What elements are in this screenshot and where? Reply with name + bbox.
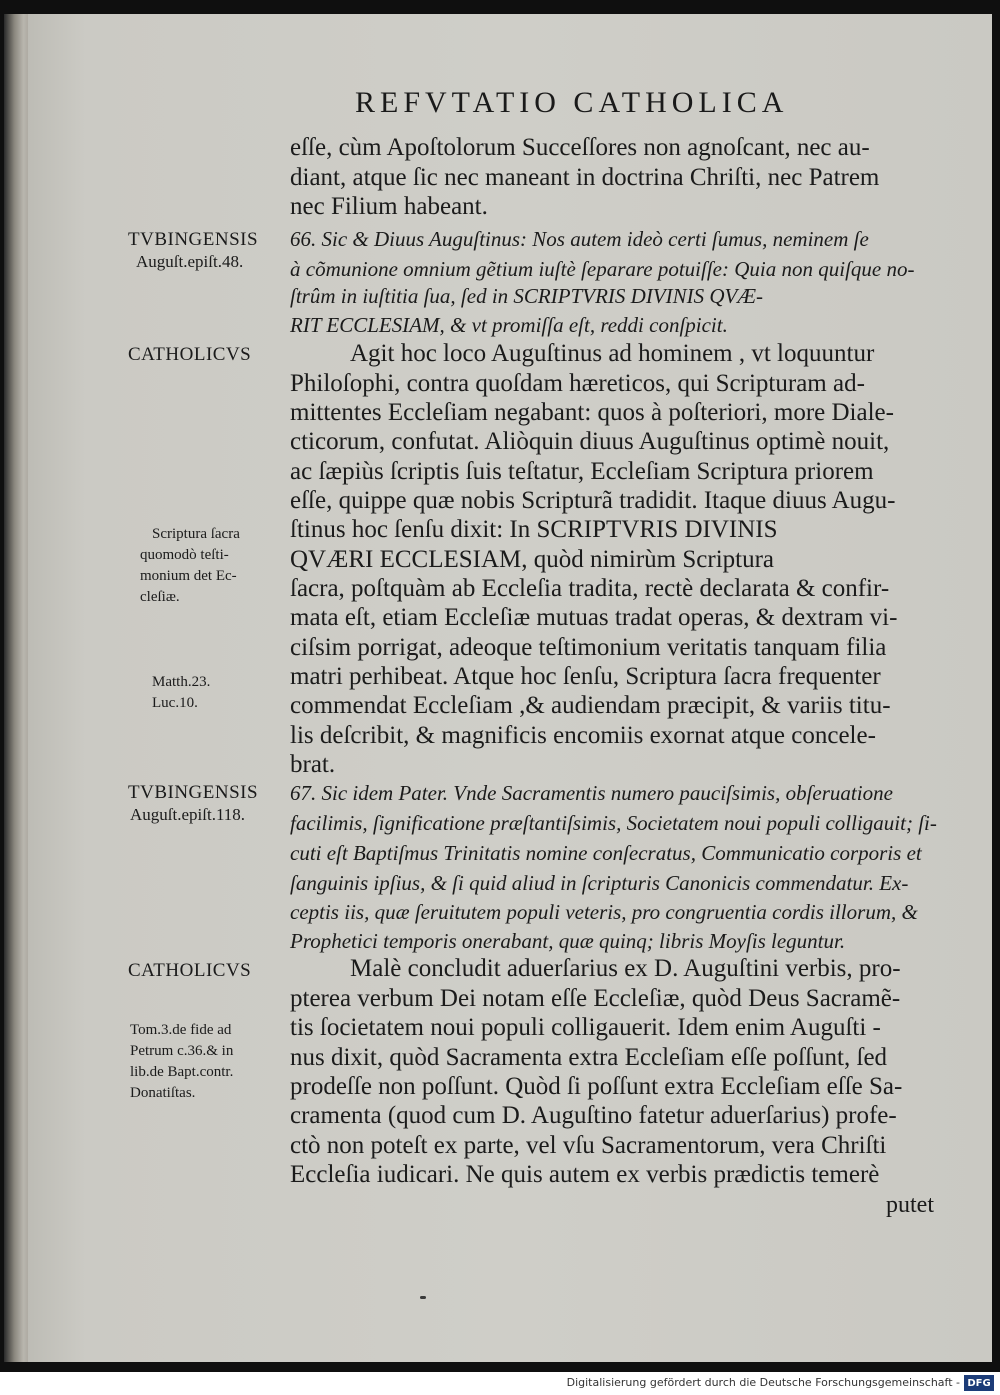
margin-note: cleſiæ.	[140, 589, 180, 605]
margin-reference: Tom.3.de fide ad	[130, 1022, 232, 1038]
dfg-logo-icon: DFG	[964, 1375, 994, 1391]
text-line: ctò non poteſt ex parte, vel vſu Sacramentorum, vera Chriſti	[290, 1132, 887, 1159]
margin-reference: Auguſt.epiſt.118.	[130, 805, 246, 824]
text-line: ciſsim porrigat, adeoque teſtimonium veritatis tanquam filia	[290, 634, 887, 661]
margin-note: Scriptura ſacra	[152, 526, 240, 542]
text-line: cramenta (quod cum D. Auguſtino fatetur aduerſarius) profe-	[290, 1102, 897, 1129]
text-line-quote: ceptis iis, quæ ſeruitutem populi veteris, pro congruentia cordis illorum, &	[290, 900, 918, 924]
text-line: nec Filium habeant.	[290, 193, 488, 220]
margin-speaker-tubingensis: TVBINGENSIS	[128, 782, 259, 803]
text-line: mittentes Eccleſiam negabant: quos à poſteriori, more Diale-	[290, 399, 894, 426]
margin-note: monium det Ec-	[140, 568, 237, 584]
text-line: matri perhibeat. Atque hoc ſenſu, Scriptura ſacra frequenter	[290, 663, 881, 690]
margin-reference: Matth.23.	[152, 674, 211, 690]
text-line: Agit hoc loco Auguſtinus ad hominem , vt loquuntur	[350, 340, 875, 367]
text-line: eſſe, cùm Apoſtolorum Succeſſores non agnoſcant, nec au-	[290, 134, 870, 161]
margin-speaker-catholicus: CATHOLICVS	[128, 960, 252, 981]
text-line: mata eſt, etiam Eccleſiæ mutuas tradat operas, & dextram vi-	[290, 604, 898, 631]
running-head: REFVTATIO CATHOLICA	[355, 86, 789, 119]
text-line: ac ſæpiùs ſcriptis ſuis teſtatur, Eccleſiam Scriptura priorem	[290, 458, 874, 485]
footer-bar	[0, 1372, 1000, 1395]
text-line: pterea verbum Dei notam eſſe Eccleſiæ, quòd Deus Sacramẽ-	[290, 985, 901, 1012]
text-line: Philoſophi, contra quoſdam hæreticos, qui Scripturam ad-	[290, 370, 865, 397]
text-line: nus dixit, quòd Sacramenta extra Eccleſiam eſſe poſſunt, ſed	[290, 1044, 888, 1071]
margin-speaker-tubingensis: TVBINGENSIS	[128, 229, 259, 250]
margin-reference: Auguſt.epiſt.48.	[136, 252, 244, 271]
text-line: eſſe, quippe quæ nobis Scripturã tradidit. Itaque diuus Augu-	[290, 487, 896, 514]
text-line: QVÆRI ECCLESIAM, quòd nimirùm Scriptura	[290, 546, 775, 573]
margin-reference: Petrum c.36.& in	[130, 1043, 234, 1059]
text-line-quote: facilimis, ſignificatione præſtantiſsimis, Societatem noui populi colligauit; ſi-	[290, 811, 937, 835]
margin-reference: Donatiſtas.	[130, 1085, 196, 1101]
book-edge	[4, 14, 30, 1362]
text-line: Eccleſia iudicari. Ne quis autem ex verbis prædictis temerè	[290, 1161, 880, 1188]
margin-speaker-catholicus: CATHOLICVS	[128, 344, 252, 365]
text-line-quote: 66. Sic & Diuus Auguſtinus: Nos autem ideò certi ſumus, neminem ſe	[290, 227, 869, 251]
text-line-quote: RIT ECCLESIAM, & vt promiſſa eſt, reddi conſpicit.	[290, 313, 728, 337]
text-line-quote: Prophetici temporis onerabant, quæ quinq; libris Moyſis leguntur.	[290, 929, 846, 953]
ink-speck	[420, 1296, 426, 1299]
text-line: cticorum, confutat. Aliòquin diuus Auguſtinus optimè nouit,	[290, 428, 890, 455]
text-line: lis deſcribit, & magnificis encomiis exornat atque concele-	[290, 722, 876, 749]
text-line: Malè concludit aduerſarius ex D. Auguſtini verbis, pro-	[350, 955, 901, 982]
text-line-quote: cuti eſt Baptiſmus Trinitatis nomine conſecratus, Communicatio corporis et	[290, 841, 922, 865]
text-line: tis ſocietatem noui populi colligauerit. Idem enim Auguſti -	[290, 1014, 881, 1041]
text-line: brat.	[290, 751, 336, 778]
text-line-quote: 67. Sic idem Pater. Vnde Sacramentis numero pauciſsimis, obſeruatione	[290, 781, 893, 805]
catchword: putet	[886, 1192, 934, 1218]
text-line-quote: ſanguinis ipſius, & ſi quid aliud in ſcripturis Canonicis commendatur. Ex-	[290, 871, 909, 895]
text-line: commendat Eccleſiam ,& audiendam præcipit, & variis titu-	[290, 692, 891, 719]
text-line: ſtinus hoc ſenſu dixit: In SCRIPTVRIS DIVINIS	[290, 516, 778, 543]
text-line: diant, atque ſic nec maneant in doctrina Chriſti, nec Patrem	[290, 164, 880, 191]
text-line-quote: ſtrûm in iuſtitia ſua, ſed in SCRIPTVRIS DIVINIS QVÆ-	[290, 284, 764, 308]
text-line: prodeſſe non poſſunt. Quòd ſi poſſunt extra Eccleſiam eſſe Sa-	[290, 1073, 903, 1100]
margin-note: quomodò teſti-	[140, 547, 229, 563]
margin-reference: Luc.10.	[152, 695, 198, 711]
text-line-quote: à cõmunione omnium gẽtium iuſtè ſeparare potuiſſe: Quia non quiſque no-	[290, 257, 915, 281]
text-line: ſacra, poſtquàm ab Eccleſia tradita, rectè declarata & confir-	[290, 575, 890, 602]
footer-credit: Digitalisierung gefördert durch die Deutsche Forschungsgemeinschaft -	[566, 1376, 960, 1389]
margin-reference: lib.de Bapt.contr.	[130, 1064, 234, 1080]
